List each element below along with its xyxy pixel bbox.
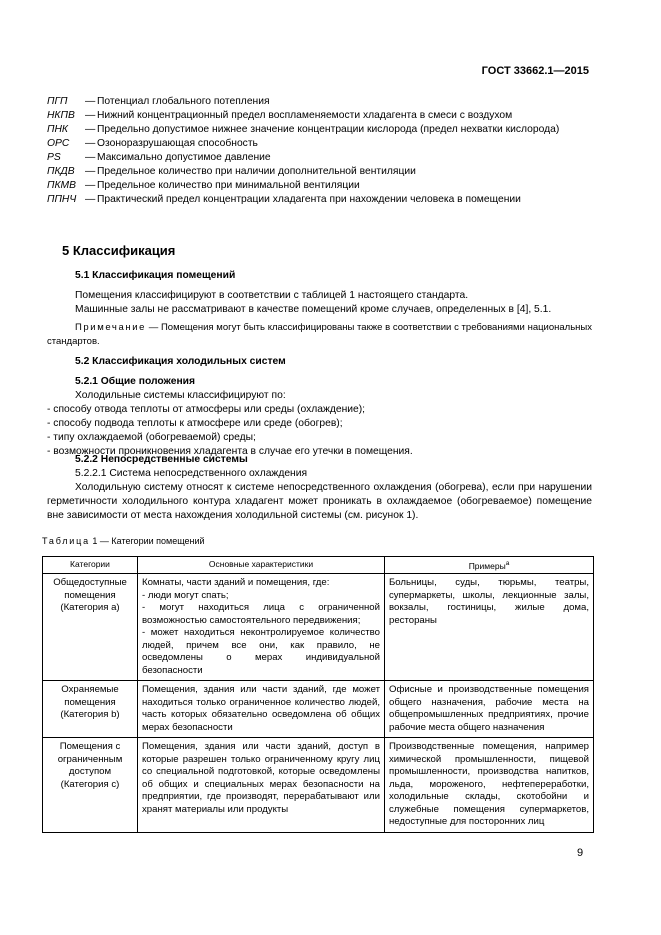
subsection-title: 5.1 Классификация помещений bbox=[75, 270, 236, 281]
abbreviation-term: ПКМВ bbox=[47, 180, 76, 191]
paragraph: Холодильную систему относят к системе непосредственного охлаждения (обогрева), если при нарушении герметичности холодильного контура хладагент может проникать в охлаждаемое (обогреваемое) помещение вне зависимости от места нахождения холодильной системы (см. рисунок 1). bbox=[47, 482, 592, 521]
abbreviation-definition: Озоноразрушающая способность bbox=[97, 138, 258, 149]
table-row bbox=[43, 738, 594, 833]
abbreviation-item bbox=[47, 193, 592, 207]
list-item: - способу подвода теплоты к атмосфере или среде (обогрев); bbox=[47, 418, 343, 429]
abbreviation-dash: — bbox=[85, 194, 96, 205]
abbreviation-dash: — bbox=[85, 138, 96, 149]
abbreviation-item bbox=[47, 151, 592, 165]
category-cell: Охраняемые помещения (Категория b) bbox=[43, 681, 138, 738]
table-row bbox=[43, 574, 594, 681]
abbreviation-definition: Практический предел концентрации хладагента при нахождении человека в помещении bbox=[97, 194, 521, 205]
table-header-cell: Категории bbox=[43, 557, 138, 574]
list-item: - типу охлаждаемой (обогреваемой) среды; bbox=[47, 432, 256, 443]
abbreviation-dash: — bbox=[85, 166, 96, 177]
abbreviation-definition: Нижний концентрационный предел воспламеняемости хладагента в смеси с воздухом bbox=[97, 110, 513, 121]
note bbox=[47, 321, 592, 349]
note-label: Примечание bbox=[75, 322, 146, 333]
examples-cell: Больницы, суды, тюрьмы, театры, супермаркеты, школы, лекционные залы, вокзалы, гостиницы, жилые дома, рестораны bbox=[385, 574, 594, 681]
table-header-cell bbox=[385, 557, 594, 574]
table-header-row bbox=[43, 557, 594, 574]
section-5-1-body bbox=[47, 289, 592, 317]
characteristics-cell: Комнаты, части зданий и помещения, где: - люди могут спать; - могут находиться лица с ограниченной возможностью самостоятельного передвижения; - может находиться неконтролируемое количество людей, причем все они, как правило, не осведомлены о мерах индивидуальной безопасности bbox=[138, 574, 385, 681]
characteristics-cell: Помещения, здания или части зданий, доступ в которые разрешен только ограниченному кругу лиц со специальной подготовкой, которые осведомлены об общих и специальных мерах безопасности на предприятии, где производят, перерабатывают или хранят материалы или продукты bbox=[138, 738, 385, 833]
abbreviation-dash: — bbox=[85, 96, 96, 107]
table-row bbox=[43, 681, 594, 738]
abbreviation-dash: — bbox=[85, 180, 96, 191]
abbreviation-definition: Предельное количество при наличии дополнительной вентиляции bbox=[97, 166, 416, 177]
abbreviation-term: ПГП bbox=[47, 96, 68, 107]
abbreviation-dash: — bbox=[85, 124, 96, 135]
category-cell: Общедоступные помещения (Категория a) bbox=[43, 574, 138, 681]
abbreviation-item bbox=[47, 95, 592, 109]
subsection-title: 5.2.2 Непосредственные системы bbox=[75, 454, 248, 465]
abbreviation-term: PS bbox=[47, 152, 61, 163]
abbreviation-dash: — bbox=[85, 110, 96, 121]
abbreviation-term: ПКДВ bbox=[47, 166, 75, 177]
paragraph: Холодильные системы классифицируют по: bbox=[75, 390, 286, 401]
abbreviation-definition: Предельное количество при минимальной вентиляции bbox=[97, 180, 360, 191]
abbreviation-definition: Предельно допустимое нижнее значение концентрации кислорода (предел нехватки кислорода) bbox=[97, 124, 560, 135]
table-header-text: Примеры bbox=[468, 560, 506, 571]
list-item: - возможности проникновения хладагента в случае его утечки в помещения. bbox=[47, 446, 413, 457]
abbreviation-item bbox=[47, 137, 592, 151]
table-caption-label: Таблица bbox=[42, 536, 90, 546]
abbreviation-term: ППНЧ bbox=[47, 194, 77, 205]
subsection-title: 5.2.1 Общие положения bbox=[75, 376, 195, 387]
abbreviation-item bbox=[47, 109, 592, 123]
examples-cell: Производственные помещения, например химической промышленности, пищевой промышленности, производства напитков, льда, мороженого, нефтепереработки, холодильные склады, скотобойни и служебные помещения супермаркетов, недоступные для посторонних лиц bbox=[385, 738, 594, 833]
abbreviation-term: НКПВ bbox=[47, 110, 75, 121]
abbreviation-definition: Максимально допустимое давление bbox=[97, 152, 271, 163]
abbreviation-item bbox=[47, 179, 592, 193]
section-title: 5 Классификация bbox=[62, 243, 176, 258]
page-number: 9 bbox=[577, 847, 584, 859]
footnote-marker: a bbox=[505, 560, 510, 567]
section-5-2-1-body bbox=[47, 389, 592, 459]
abbreviation-term: ПНК bbox=[47, 124, 68, 135]
abbreviation-term: OPC bbox=[47, 138, 70, 149]
document-id-header: ГОСТ 33662.1—2015 bbox=[481, 65, 589, 77]
abbreviation-dash: — bbox=[85, 152, 96, 163]
abbreviation-definition: Потенциал глобального потепления bbox=[97, 96, 270, 107]
list-item: - способу отвода теплоты от атмосферы или среды (охлаждение); bbox=[47, 404, 366, 415]
subsection-title: 5.2 Классификация холодильных систем bbox=[75, 356, 286, 367]
table-caption bbox=[42, 534, 205, 548]
section-5-2-2-body bbox=[47, 467, 592, 523]
paragraph: Машинные залы не рассматривают в качестве помещений кроме случаев, определенных в [4], 5.1. bbox=[75, 304, 552, 315]
abbreviation-list bbox=[47, 95, 592, 207]
paragraph: 5.2.2.1 Система непосредственного охлаждения bbox=[75, 468, 308, 479]
category-cell: Помещения с ограниченным доступом (Категория c) bbox=[43, 738, 138, 833]
characteristics-cell: Помещения, здания или части зданий, где может находиться только ограниченное количество людей, часть которых обязательно осведомлена об общих мерах безопасности bbox=[138, 681, 385, 738]
abbreviation-item bbox=[47, 165, 592, 179]
categories-table bbox=[42, 556, 594, 833]
examples-cell: Офисные и производственные помещения общего назначения, рабочие места на общепромышленных предприятиях, прочие рабочие места общего назначения bbox=[385, 681, 594, 738]
table-header-cell: Основные характеристики bbox=[138, 557, 385, 574]
table-caption-text: 1 — Категории помещений bbox=[89, 536, 205, 546]
abbreviation-item bbox=[47, 123, 592, 137]
note-text: — Помещения могут быть классифицированы также в соответствии с требованиями национальных стандартов. bbox=[47, 322, 592, 347]
note-paragraph bbox=[47, 321, 592, 349]
paragraph: Помещения классифицируют в соответствии с таблицей 1 настоящего стандарта. bbox=[75, 290, 469, 301]
